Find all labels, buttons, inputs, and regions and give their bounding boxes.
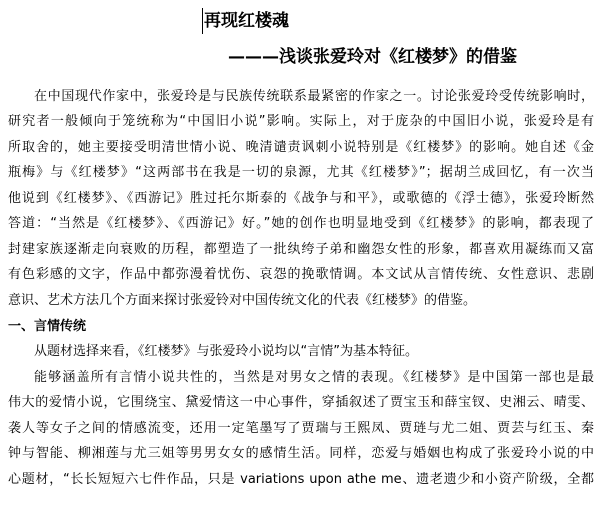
section-line: 能够涵盖所有言情小说共性的，当然是对男女之情的表现。《红楼梦》是中国第一部也是最 [34,370,594,385]
section-line: 从题材选择来看，《红楼梦》与张爱玲小说均以“言情”为基本特征。 [34,344,418,359]
intro-line: 有色彩感的文字，作品中都弥漫着忧伤、哀怨的挽歌情调。本文试从言情传统、女性意识、悲剧 [8,267,594,282]
intro-line: 意识、艺术方法几个方面来探讨张爱铃对中国传统文化的代表《红楼梦》的借鉴。 [8,293,477,308]
section-line: 钟与智能、柳湘莲与尤三姐等男男女女的感情生活。同样，恋爱与婚姻也构成了张爱玲小说的中 [8,446,594,461]
section-heading: 一、言情传统 [8,319,87,334]
document-subtitle: ———浅谈张爱玲对《红楼梦》的借鉴 [228,47,517,67]
text-cursor [202,8,203,34]
intro-line: 封建家族逐渐走向衰败的历程，都塑造了一批纨绔子弟和幽怨女性的形象，都喜欢用凝练而又富 [8,242,594,257]
section-line: 伟大的爱情小说，它围绕宝、黛爱情这一中心事件，穿插叙述了贾宝玉和薛宝钗、史湘云、晴雯、 [8,395,594,410]
intro-line: 他说到《红楼梦》、《西游记》胜过托尔斯泰的《战争与和平》，或歌德的《浮士德》，张爱玲断然 [8,191,594,206]
section-line: 袭人等女子之间的情感流变，还用一定笔墨写了贾瑞与王熙凤、贾琏与尤二姐、贾芸与红玉、秦 [8,421,594,436]
document-title: 再现红楼魂 [204,11,289,31]
intro-line: 在中国现代作家中，张爱玲是与民族传统联系最紧密的作家之一。讨论张爱玲受传统影响时， [34,89,594,104]
section-line: 心题材，“长长短短六七件作品，只是 variations upon athe me、遗老遗少和小资产阶级，全都 [8,472,594,487]
intro-line: 答道：“当然是《红楼梦》、《西游记》好。”她的创作也明显地受到《红楼梦》的影响，都表现了 [8,216,594,231]
intro-line: 所取舍的，她主要接受明清世情小说、晚清谴责讽刺小说特别是《红楼梦》的影响。她自述《金 [8,140,594,155]
intro-line: 研究者一般倾向于笼统称为“中国旧小说”影响。实际上，对于庞杂的中国旧小说，张爱玲是有 [8,114,594,129]
intro-line: 瓶梅》与《红楼梦》“这两部书在我是一切的泉源，尤其《红楼梦》”；据胡兰成回忆，有一次当 [8,165,594,180]
